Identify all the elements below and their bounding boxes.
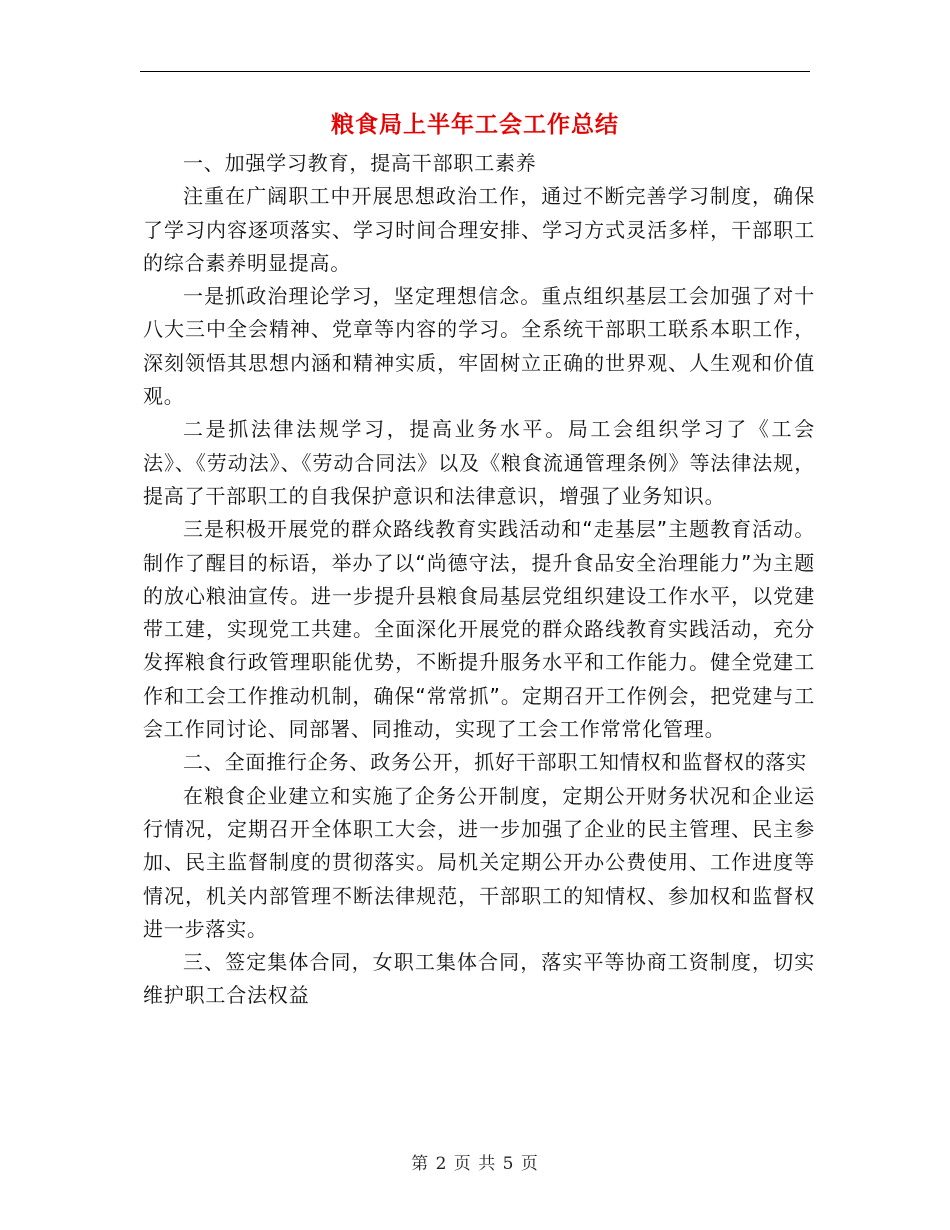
section-heading-3: 三、签定集体合同，女职工集体合同，落实平等协商工资制度，切实维护职工合法权益 — [143, 950, 815, 1008]
header-rule — [140, 71, 810, 72]
paragraph-4: 三是积极开展党的群众路线教育实践活动和“走基层”主题教育活动。制作了醒目的标语，举办了以“尚德守法，提升食品安全治理能力”为主题的放心粮油宣传。进一步提升县粮食局基层党组织建设工作水平，以党建带工建，实现党工共建。全面深化开展党的群众路线教育实践活动，充分发挥粮食行政管理职能优势，不断提升服务水平和工作能力。健全党建工作和工会工作推动机制，确保“常常抓”。定期召开工作例会，把党建与工会工作同讨论、同部署、同推动，实现了工会工作常常化管理。 — [143, 517, 815, 742]
section-heading-2: 二、全面推行企务、政务公开，抓好干部职工知情权和监督权的落实 — [183, 750, 807, 775]
paragraph-5: 在粮食企业建立和实施了企务公开制度，定期公开财务状况和企业运行情况，定期召开全体职工大会，进一步加强了企业的民主管理、民主参加、民主监督制度的贯彻落实。局机关定期公开办公费使用、工作进度等情况，机关内部管理不断法律规范，干部职工的知情权、参加权和监督权进一步落实。 — [143, 783, 815, 941]
section-heading-1: 一、加强学习教育，提高干部职工素养 — [183, 151, 537, 175]
page-number-label: 第 2 页 共 5 页 — [411, 1154, 539, 1174]
paragraph-1: 注重在广阔职工中开展思想政治工作，通过不断完善学习制度，确保了学习内容逐项落实、学习时间合理安排、学习方式灵活多样，干部职工的综合素养明显提高。 — [143, 184, 815, 275]
document-title: 粮食局上半年工会工作总结 — [331, 112, 619, 138]
document-body — [143, 147, 815, 1013]
paragraph-3: 二是抓法律法规学习，提高业务水平。局工会组织学习了《工会法》、《劳动法》、《劳动合同法》以及《粮食流通管理条例》等法律法规，提高了干部职工的自我保护意识和法律意识，增强了业务知识。 — [143, 417, 815, 508]
paragraph-2: 一是抓政治理论学习，坚定理想信念。重点组织基层工会加强了对十八大三中全会精神、党章等内容的学习。全系统干部职工联系本职工作，深刻领悟其思想内涵和精神实质，牢固树立正确的世界观、人生观和价值观。 — [143, 284, 815, 409]
page-footer — [0, 1152, 950, 1176]
